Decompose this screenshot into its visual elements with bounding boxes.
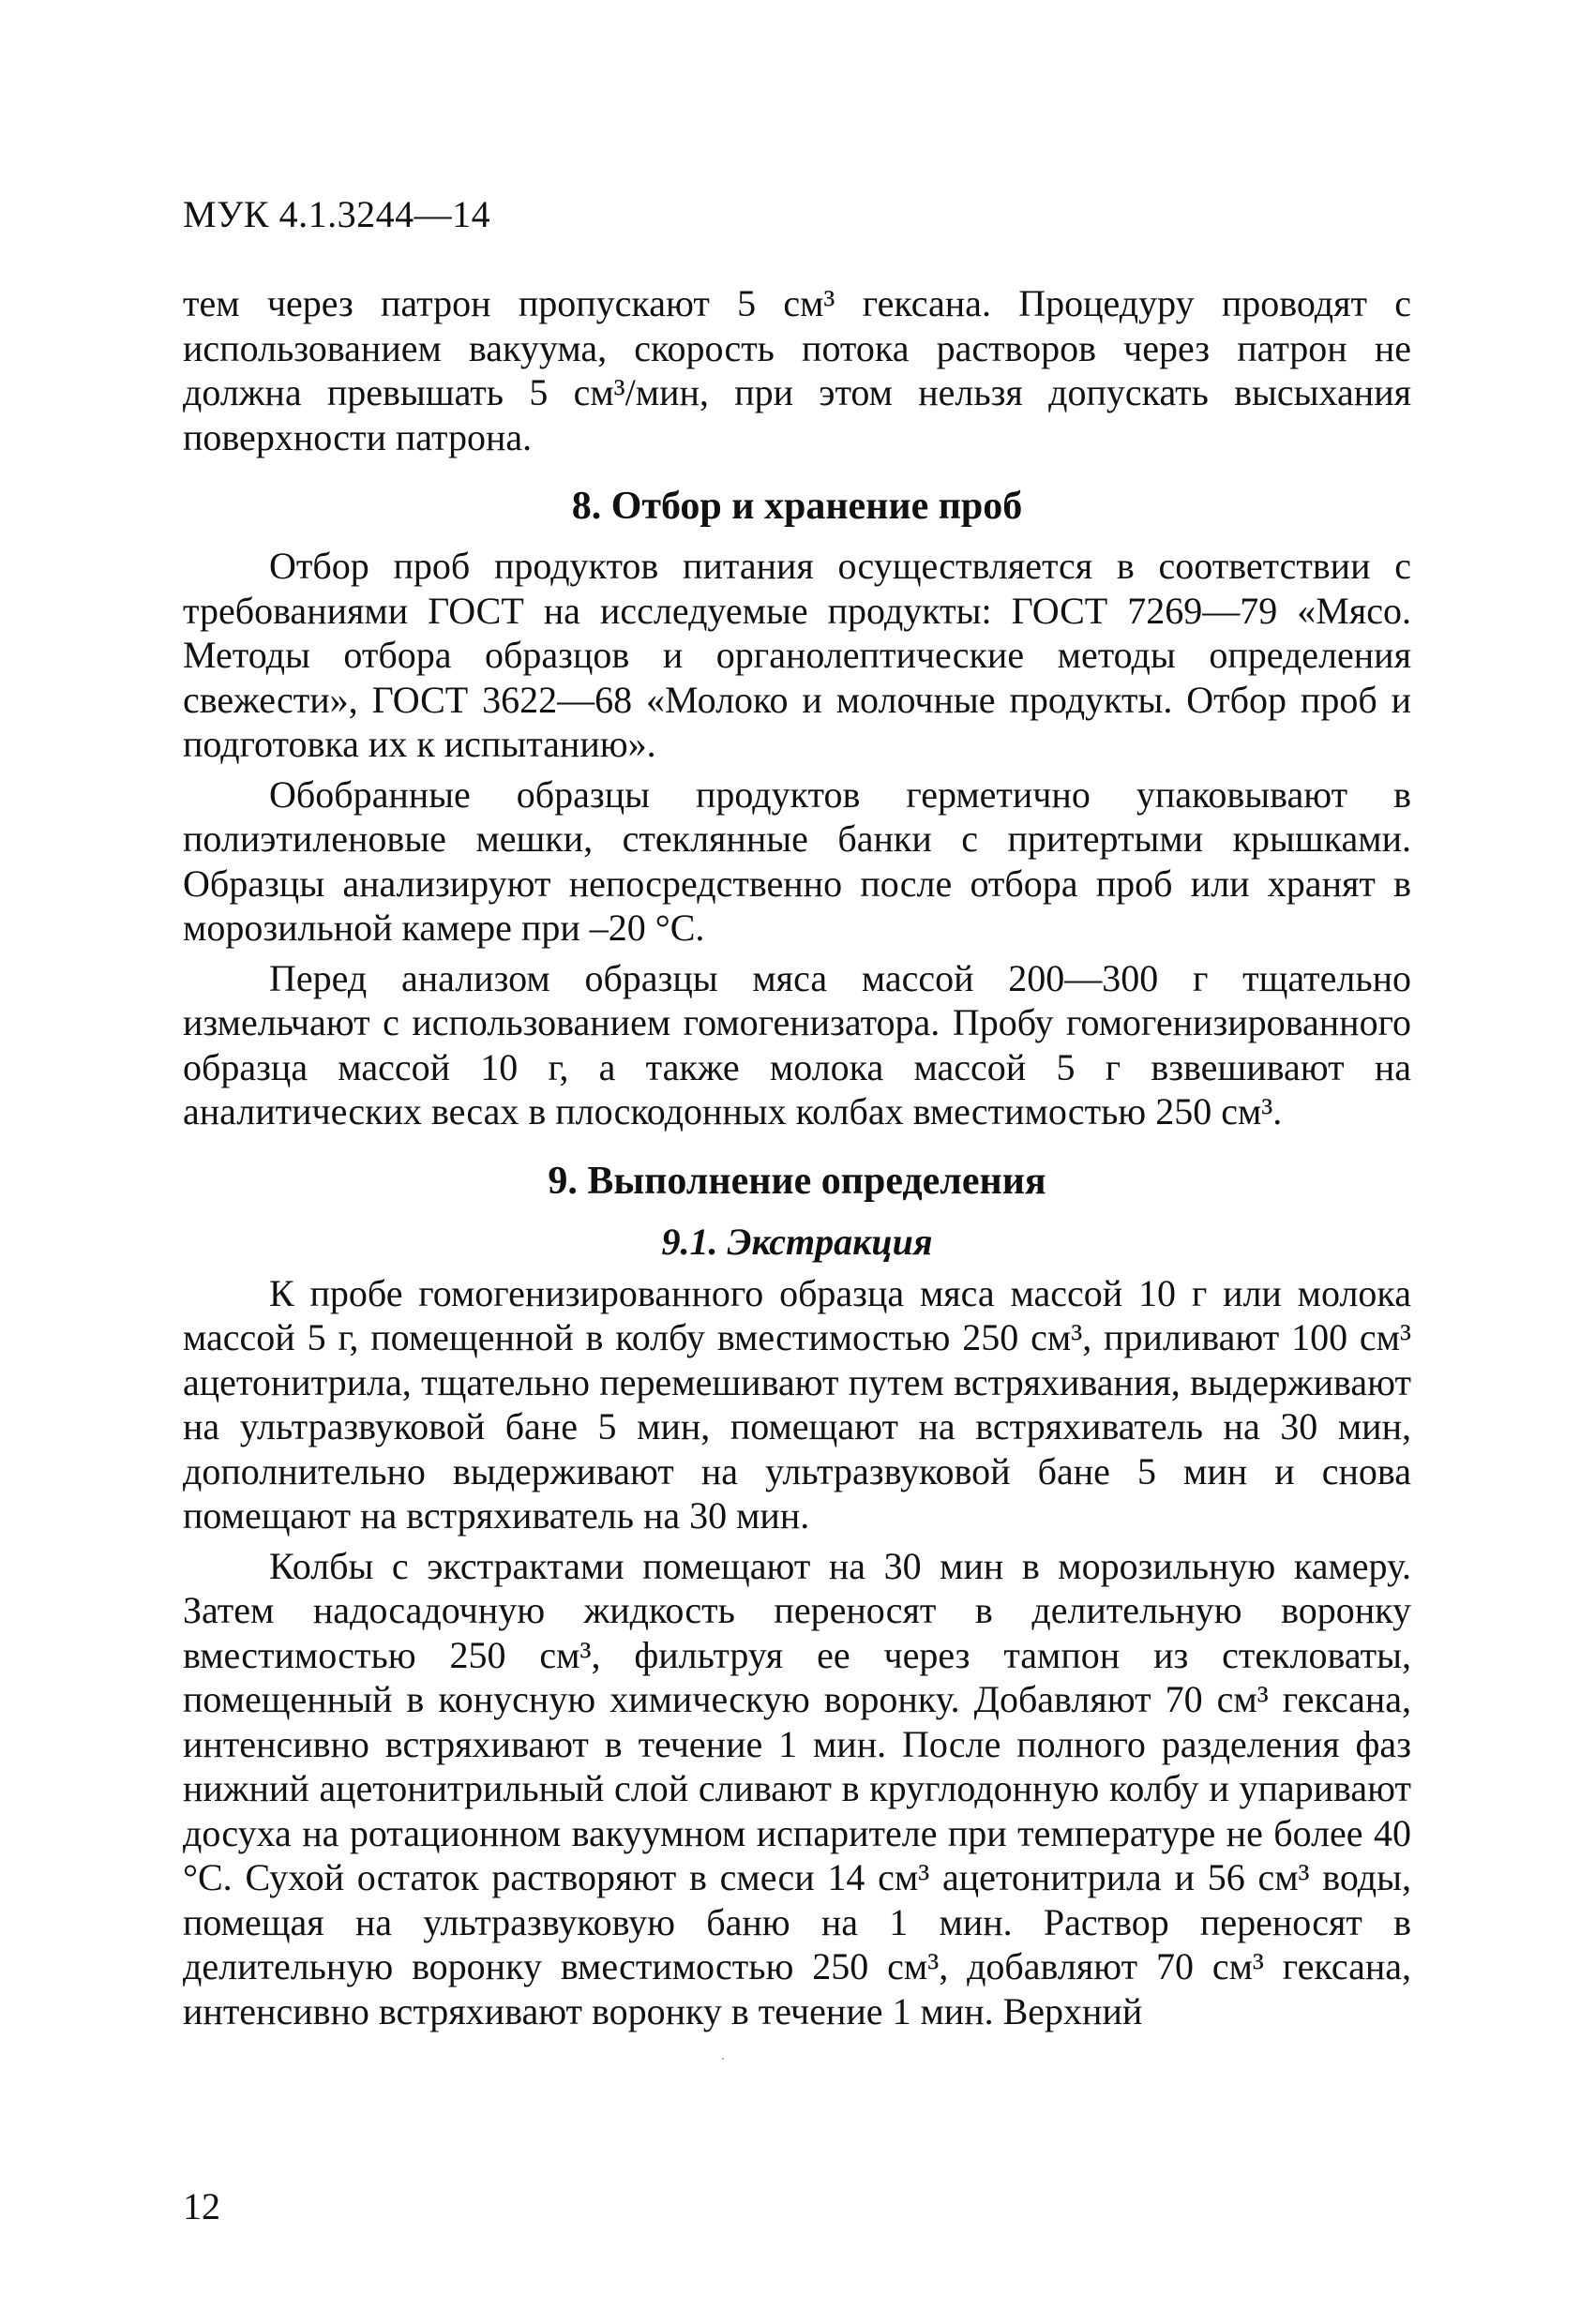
section-8-paragraph-2: Обобранные образцы продуктов герметично упаковывают в полиэтиленовые мешки, стеклянные банки с притертыми крышками. Образцы анализируют непосредственно после отбора проб или хранят в морозильной камере при –20 °С. [183, 772, 1411, 949]
subsection-9-1-title: 9.1. Экстракция [661, 1220, 933, 1263]
section-8-paragraph-1: Отбор проб продуктов питания осуществляется в соответствии с требованиями ГОСТ на исследуемые продукты: ГОСТ 7269—79 «Мясо. Методы отбора образцов и органолептические методы определения свежести», ГОСТ 3622—68 «Молоко и молочные продукты. Отбор проб и подготовка их к испытанию». [183, 545, 1411, 765]
document-body [183, 281, 1411, 2033]
section-8-paragraph-3: Перед анализом образцы мяса массой 200—300 г тщательно измельчают с использованием гомогенизатора. Пробу гомогенизированного образца массой 10 г, а также молока массой 5 г взвешивают на аналитических весах в плоскодонных колбах вместимостью 250 см³. [183, 956, 1411, 1132]
page-number: 12 [183, 2185, 220, 2227]
subsection-9-1-paragraph-2: Колбы с экстрактами помещают на 30 мин в морозильную камеру. Затем надосадочную жидкость переносят в делительную воронку вместимостью 250 см³, фильтруя ее через тампон из стекловаты, помещенный в конусную химическую воронку. Добавляют 70 см³ гексана, интенсивно встряхивают в течение 1 мин. После полного разделения фаз нижний ацетонитрильный слой сливают в круглодонную колбу и упаривают досуха на ротационном вакуумном испарителе при температуре не более 40 °С. Сухой остаток растворяют в смеси 14 см³ ацетонитрила и 56 см³ воды, помещая на ультразвуковую баню на 1 мин. Раствор переносят в делительную воронку вместимостью 250 см³, добавляют 70 см³ гексана, интенсивно встряхивают воронку в течение 1 мин. Верхний [183, 1544, 1411, 2032]
document-code: МУК 4.1.3244—14 [183, 193, 491, 235]
subsection-9-1-paragraph-1: К пробе гомогенизированного образца мяса массой 10 г или молока массой 5 г, помещенной в колбу вместимостью 250 см³, приливают 100 см³ ацетонитрила, тщательно перемешивают путем встряхивания, выдерживают на ультразвуковой бане 5 мин, помещают на встряхиватель на 30 мин, дополнительно выдерживают на ультразвуковой бане 5 мин и снова помещают на встряхиватель на 30 мин. [183, 1271, 1411, 1537]
scan-speck [722, 2058, 724, 2060]
paragraph-continuation: тем через патрон пропускают 5 см³ гексана. Процедуру проводят с использованием вакуума, скорость потока растворов через патрон не должна превышать 5 см³/мин, при этом нельзя допускать высыхания поверхности патрона. [183, 282, 1411, 458]
section-8-title: 8. Отбор и хранение проб [571, 485, 1023, 528]
section-9-title: 9. Выполнение определения [548, 1159, 1046, 1203]
